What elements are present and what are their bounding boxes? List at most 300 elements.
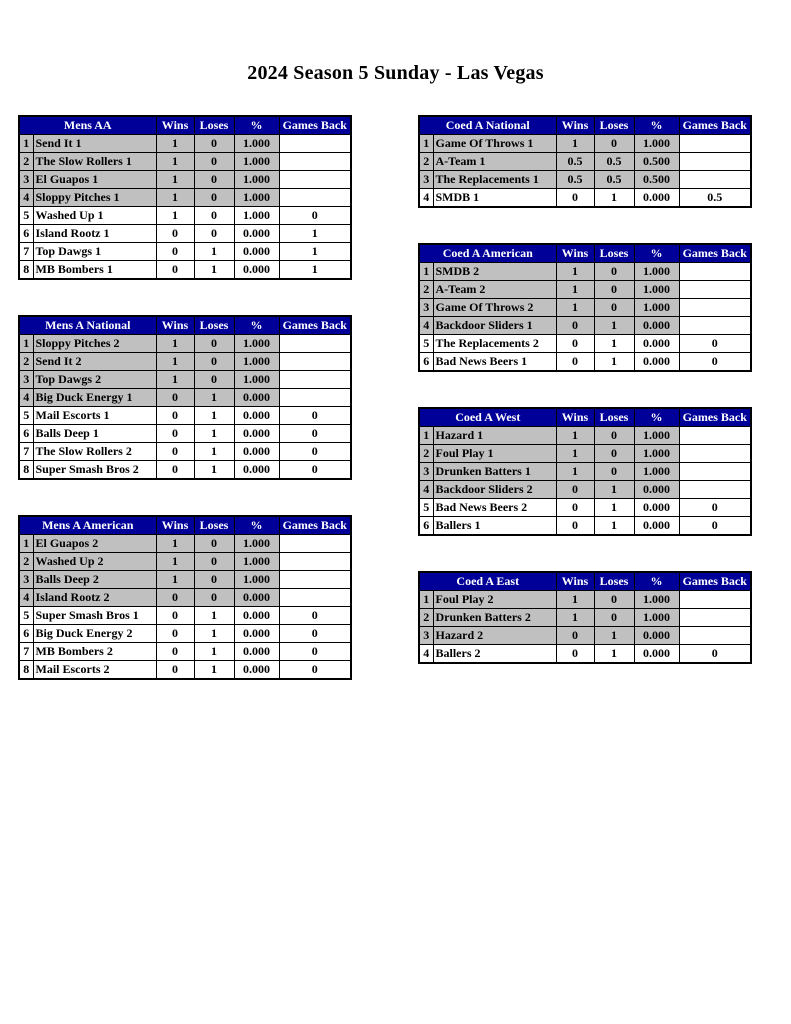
wins-header: Wins (156, 316, 194, 335)
rank-cell: 4 (19, 189, 33, 207)
team-row (419, 427, 751, 445)
rank-cell: 2 (419, 281, 433, 299)
pct-header: % (234, 316, 279, 335)
games-back-cell (679, 481, 751, 499)
wins-header: Wins (556, 116, 594, 135)
loses-cell: 0 (194, 371, 234, 389)
loses-cell: 0 (594, 445, 634, 463)
wins-cell: 0 (156, 625, 194, 643)
team-name-cell: A-Team 1 (433, 153, 556, 171)
wins-cell: 1 (556, 463, 594, 481)
pct-cell: 0.000 (634, 645, 679, 664)
wins-cell: 0 (156, 225, 194, 243)
games-back-header: Games Back (679, 244, 751, 263)
team-row (19, 225, 351, 243)
pct-cell: 0.000 (234, 643, 279, 661)
team-name-cell: Big Duck Energy 2 (33, 625, 156, 643)
pct-cell: 1.000 (634, 427, 679, 445)
wins-cell: 0 (556, 517, 594, 536)
games-back-cell (679, 463, 751, 481)
team-name-cell: Top Dawgs 2 (33, 371, 156, 389)
wins-cell: 0 (556, 317, 594, 335)
team-name-cell: The Replacements 1 (433, 171, 556, 189)
team-name-cell: MB Bombers 1 (33, 261, 156, 280)
loses-header: Loses (194, 516, 234, 535)
loses-cell: 1 (194, 261, 234, 280)
rank-cell: 5 (419, 335, 433, 353)
wins-cell: 1 (156, 189, 194, 207)
loses-header: Loses (594, 244, 634, 263)
loses-cell: 0 (594, 135, 634, 153)
pct-cell: 1.000 (234, 535, 279, 553)
loses-cell: 1 (194, 461, 234, 480)
rank-cell: 3 (19, 171, 33, 189)
rank-cell: 3 (419, 627, 433, 645)
wins-cell: 0 (156, 607, 194, 625)
wins-cell: 1 (556, 281, 594, 299)
rank-cell: 6 (19, 225, 33, 243)
loses-cell: 0.5 (594, 153, 634, 171)
team-row (19, 643, 351, 661)
wins-cell: 1 (556, 591, 594, 609)
loses-header: Loses (594, 572, 634, 591)
team-row (419, 591, 751, 609)
rank-cell: 4 (419, 481, 433, 499)
table-header-row (419, 572, 751, 591)
team-name-cell: Hazard 1 (433, 427, 556, 445)
pct-cell: 0.000 (234, 225, 279, 243)
wins-header: Wins (156, 116, 194, 135)
loses-cell: 0 (194, 571, 234, 589)
pct-cell: 1.000 (634, 591, 679, 609)
games-back-cell: 0 (279, 207, 351, 225)
rank-cell: 4 (419, 645, 433, 664)
loses-cell: 1 (194, 443, 234, 461)
loses-header: Loses (194, 116, 234, 135)
team-row (419, 189, 751, 208)
games-back-cell: 0 (279, 661, 351, 680)
team-name-cell: Washed Up 1 (33, 207, 156, 225)
team-row (19, 189, 351, 207)
rank-cell: 4 (419, 317, 433, 335)
team-row (419, 517, 751, 536)
rank-cell: 8 (19, 461, 33, 480)
team-name-cell: Ballers 2 (433, 645, 556, 664)
games-back-cell (679, 171, 751, 189)
team-row (19, 571, 351, 589)
loses-cell: 0 (194, 135, 234, 153)
team-name-cell: El Guapos 2 (33, 535, 156, 553)
team-row (419, 135, 751, 153)
loses-cell: 0 (594, 299, 634, 317)
pct-cell: 0.500 (634, 171, 679, 189)
team-row (19, 589, 351, 607)
pct-cell: 1.000 (634, 281, 679, 299)
team-row (419, 353, 751, 372)
wins-cell: 0 (556, 481, 594, 499)
pct-cell: 1.000 (234, 189, 279, 207)
games-back-cell: 0 (679, 517, 751, 536)
team-name-cell: Bad News Beers 2 (433, 499, 556, 517)
pct-cell: 1.000 (234, 571, 279, 589)
wins-cell: 0 (556, 627, 594, 645)
pct-cell: 0.000 (234, 461, 279, 480)
rank-cell: 1 (19, 535, 33, 553)
loses-cell: 0 (194, 189, 234, 207)
rank-cell: 2 (19, 353, 33, 371)
pct-cell: 0.000 (634, 189, 679, 208)
pct-cell: 0.000 (634, 627, 679, 645)
games-back-header: Games Back (679, 572, 751, 591)
division-name: Mens A American (19, 516, 156, 535)
pct-cell: 1.000 (634, 135, 679, 153)
wins-cell: 1 (556, 445, 594, 463)
games-back-cell (679, 609, 751, 627)
pct-cell: 1.000 (634, 263, 679, 281)
wins-cell: 0 (156, 461, 194, 480)
loses-cell: 1 (194, 425, 234, 443)
team-row (419, 481, 751, 499)
loses-cell: 0 (194, 207, 234, 225)
games-back-cell: 0 (279, 407, 351, 425)
team-row (19, 407, 351, 425)
rank-cell: 1 (19, 335, 33, 353)
wins-header: Wins (556, 572, 594, 591)
pct-cell: 1.000 (234, 335, 279, 353)
rank-cell: 6 (419, 353, 433, 372)
wins-cell: 1 (156, 207, 194, 225)
loses-cell: 0 (194, 353, 234, 371)
loses-header: Loses (194, 316, 234, 335)
games-back-cell (279, 171, 351, 189)
pct-cell: 0.000 (634, 353, 679, 372)
team-row (419, 263, 751, 281)
table-header-row (19, 516, 351, 535)
standings-table-6 (418, 407, 752, 536)
team-row (19, 207, 351, 225)
wins-cell: 1 (556, 427, 594, 445)
games-back-header: Games Back (679, 408, 751, 427)
team-row (19, 607, 351, 625)
loses-cell: 1 (594, 481, 634, 499)
team-row (419, 171, 751, 189)
pct-cell: 0.000 (234, 389, 279, 407)
loses-cell: 1 (194, 643, 234, 661)
rank-cell: 8 (19, 261, 33, 280)
pct-cell: 0.000 (234, 261, 279, 280)
pct-cell: 0.000 (234, 443, 279, 461)
left-column (18, 115, 352, 715)
games-back-cell: 0 (679, 353, 751, 372)
team-name-cell: The Slow Rollers 1 (33, 153, 156, 171)
pct-cell: 0.000 (234, 607, 279, 625)
team-row (19, 353, 351, 371)
team-row (19, 371, 351, 389)
games-back-cell: 0 (679, 645, 751, 664)
team-name-cell: Game Of Throws 2 (433, 299, 556, 317)
team-name-cell: Bad News Beers 1 (433, 353, 556, 372)
games-back-cell (679, 627, 751, 645)
rank-cell: 6 (19, 425, 33, 443)
team-name-cell: Drunken Batters 1 (433, 463, 556, 481)
rank-cell: 2 (19, 553, 33, 571)
team-row (419, 317, 751, 335)
rank-cell: 5 (419, 499, 433, 517)
pct-header: % (234, 516, 279, 535)
standings-table-2 (18, 315, 352, 480)
games-back-cell (279, 153, 351, 171)
wins-cell: 0 (156, 589, 194, 607)
pct-cell: 1.000 (234, 153, 279, 171)
standings-table-7 (418, 571, 752, 664)
loses-cell: 1 (194, 243, 234, 261)
games-back-cell: 0 (279, 461, 351, 480)
team-name-cell: A-Team 2 (433, 281, 556, 299)
rank-cell: 4 (19, 389, 33, 407)
pct-cell: 0.000 (634, 317, 679, 335)
loses-cell: 0 (594, 609, 634, 627)
rank-cell: 1 (419, 427, 433, 445)
wins-cell: 0 (156, 425, 194, 443)
pct-cell: 0.000 (234, 661, 279, 680)
pct-header: % (634, 408, 679, 427)
loses-cell: 0 (594, 591, 634, 609)
loses-cell: 0 (194, 153, 234, 171)
games-back-cell: 1 (279, 261, 351, 280)
games-back-cell: 0.5 (679, 189, 751, 208)
pct-cell: 1.000 (234, 553, 279, 571)
team-row (19, 243, 351, 261)
wins-cell: 1 (556, 609, 594, 627)
loses-cell: 1 (594, 353, 634, 372)
page-title: 2024 Season 5 Sunday - Las Vegas (247, 62, 544, 84)
games-back-cell: 0 (679, 499, 751, 517)
wins-cell: 0 (556, 189, 594, 208)
games-back-header: Games Back (279, 116, 351, 135)
wins-cell: 1 (556, 135, 594, 153)
pct-cell: 1.000 (634, 299, 679, 317)
wins-cell: 0 (556, 645, 594, 664)
pct-cell: 0.000 (634, 481, 679, 499)
loses-cell: 1 (194, 407, 234, 425)
team-name-cell: Game Of Throws 1 (433, 135, 556, 153)
pct-cell: 0.000 (634, 517, 679, 536)
loses-cell: 0 (194, 225, 234, 243)
games-back-cell: 0 (279, 425, 351, 443)
rank-cell: 5 (19, 207, 33, 225)
wins-cell: 0 (156, 443, 194, 461)
games-back-cell (279, 353, 351, 371)
team-row (19, 389, 351, 407)
team-row (19, 135, 351, 153)
team-row (19, 335, 351, 353)
wins-cell: 1 (156, 153, 194, 171)
wins-cell: 1 (156, 171, 194, 189)
wins-cell: 0 (156, 389, 194, 407)
team-row (19, 443, 351, 461)
team-row (419, 609, 751, 627)
rank-cell: 2 (419, 445, 433, 463)
pct-cell: 0.000 (234, 625, 279, 643)
team-row (419, 299, 751, 317)
games-back-cell: 1 (279, 225, 351, 243)
table-header-row (419, 408, 751, 427)
wins-cell: 1 (156, 335, 194, 353)
pct-cell: 1.000 (234, 171, 279, 189)
loses-header: Loses (594, 408, 634, 427)
team-name-cell: The Slow Rollers 2 (33, 443, 156, 461)
pct-cell: 1.000 (634, 463, 679, 481)
loses-cell: 0 (594, 463, 634, 481)
team-name-cell: Super Smash Bros 2 (33, 461, 156, 480)
wins-cell: 1 (156, 571, 194, 589)
division-name: Mens A National (19, 316, 156, 335)
team-name-cell: Mail Escorts 1 (33, 407, 156, 425)
loses-cell: 0 (594, 281, 634, 299)
loses-cell: 0 (194, 589, 234, 607)
games-back-cell (279, 589, 351, 607)
team-row (419, 463, 751, 481)
team-name-cell: El Guapos 1 (33, 171, 156, 189)
rank-cell: 2 (19, 153, 33, 171)
team-name-cell: Island Rootz 1 (33, 225, 156, 243)
standings-table-4 (418, 115, 752, 208)
division-name: Coed A National (419, 116, 556, 135)
loses-cell: 0 (594, 427, 634, 445)
loses-cell: 1 (594, 627, 634, 645)
rank-cell: 1 (419, 591, 433, 609)
rank-cell: 3 (419, 171, 433, 189)
table-header-row (419, 244, 751, 263)
pct-cell: 1.000 (234, 353, 279, 371)
team-name-cell: Send It 1 (33, 135, 156, 153)
right-column (418, 115, 752, 699)
loses-cell: 0 (194, 171, 234, 189)
team-name-cell: Send It 2 (33, 353, 156, 371)
team-name-cell: Super Smash Bros 1 (33, 607, 156, 625)
team-name-cell: Foul Play 2 (433, 591, 556, 609)
rank-cell: 3 (419, 299, 433, 317)
wins-cell: 1 (556, 263, 594, 281)
wins-header: Wins (156, 516, 194, 535)
rank-cell: 7 (19, 643, 33, 661)
table-header-row (19, 316, 351, 335)
games-back-cell (679, 445, 751, 463)
games-back-cell (279, 371, 351, 389)
loses-cell: 1 (194, 389, 234, 407)
standings-table-1 (18, 115, 352, 280)
wins-header: Wins (556, 408, 594, 427)
games-back-cell (679, 263, 751, 281)
team-row (19, 661, 351, 680)
rank-cell: 2 (419, 609, 433, 627)
pct-cell: 0.000 (234, 589, 279, 607)
team-row (19, 535, 351, 553)
games-back-cell (279, 553, 351, 571)
team-row (19, 461, 351, 480)
rank-cell: 3 (19, 571, 33, 589)
team-row (19, 153, 351, 171)
team-row (19, 425, 351, 443)
team-row (419, 335, 751, 353)
team-name-cell: Sloppy Pitches 2 (33, 335, 156, 353)
games-back-header: Games Back (279, 316, 351, 335)
loses-cell: 1 (194, 607, 234, 625)
wins-cell: 0 (556, 335, 594, 353)
games-back-cell (679, 591, 751, 609)
wins-cell: 1 (156, 353, 194, 371)
team-row (19, 261, 351, 280)
loses-header: Loses (594, 116, 634, 135)
rank-cell: 6 (19, 625, 33, 643)
wins-cell: 0 (556, 353, 594, 372)
team-name-cell: Top Dawgs 1 (33, 243, 156, 261)
team-row (419, 627, 751, 645)
team-name-cell: Mail Escorts 2 (33, 661, 156, 680)
team-row (19, 625, 351, 643)
rank-cell: 7 (19, 443, 33, 461)
standings-table-5 (418, 243, 752, 372)
wins-cell: 0 (156, 261, 194, 280)
division-name: Mens AA (19, 116, 156, 135)
loses-cell: 0 (194, 335, 234, 353)
games-back-cell: 0 (679, 335, 751, 353)
games-back-cell (279, 535, 351, 553)
team-name-cell: SMDB 1 (433, 189, 556, 208)
pct-cell: 1.000 (634, 445, 679, 463)
pct-cell: 1.000 (634, 609, 679, 627)
pct-cell: 0.000 (634, 499, 679, 517)
loses-cell: 1 (194, 625, 234, 643)
games-back-cell: 1 (279, 243, 351, 261)
games-back-header: Games Back (679, 116, 751, 135)
loses-cell: 0.5 (594, 171, 634, 189)
pct-cell: 0.000 (234, 243, 279, 261)
loses-cell: 1 (594, 189, 634, 208)
games-back-cell: 0 (279, 625, 351, 643)
team-row (419, 445, 751, 463)
team-row (419, 281, 751, 299)
pct-cell: 1.000 (234, 371, 279, 389)
team-row (419, 499, 751, 517)
rank-cell: 5 (19, 407, 33, 425)
division-name: Coed A West (419, 408, 556, 427)
games-back-cell (679, 299, 751, 317)
games-back-cell (679, 281, 751, 299)
loses-cell: 0 (594, 263, 634, 281)
team-name-cell: Washed Up 2 (33, 553, 156, 571)
wins-cell: 1 (156, 135, 194, 153)
rank-cell: 7 (19, 243, 33, 261)
team-name-cell: Hazard 2 (433, 627, 556, 645)
team-row (419, 153, 751, 171)
loses-cell: 1 (594, 517, 634, 536)
pct-header: % (634, 116, 679, 135)
team-row (19, 553, 351, 571)
team-name-cell: Big Duck Energy 1 (33, 389, 156, 407)
team-row (419, 645, 751, 664)
pct-header: % (634, 244, 679, 263)
loses-cell: 0 (194, 553, 234, 571)
standings-table-3 (18, 515, 352, 680)
wins-cell: 0.5 (556, 153, 594, 171)
pct-cell: 1.000 (234, 207, 279, 225)
rank-cell: 2 (419, 153, 433, 171)
table-header-row (419, 116, 751, 135)
games-back-cell (679, 135, 751, 153)
division-name: Coed A American (419, 244, 556, 263)
pct-cell: 0.000 (234, 407, 279, 425)
